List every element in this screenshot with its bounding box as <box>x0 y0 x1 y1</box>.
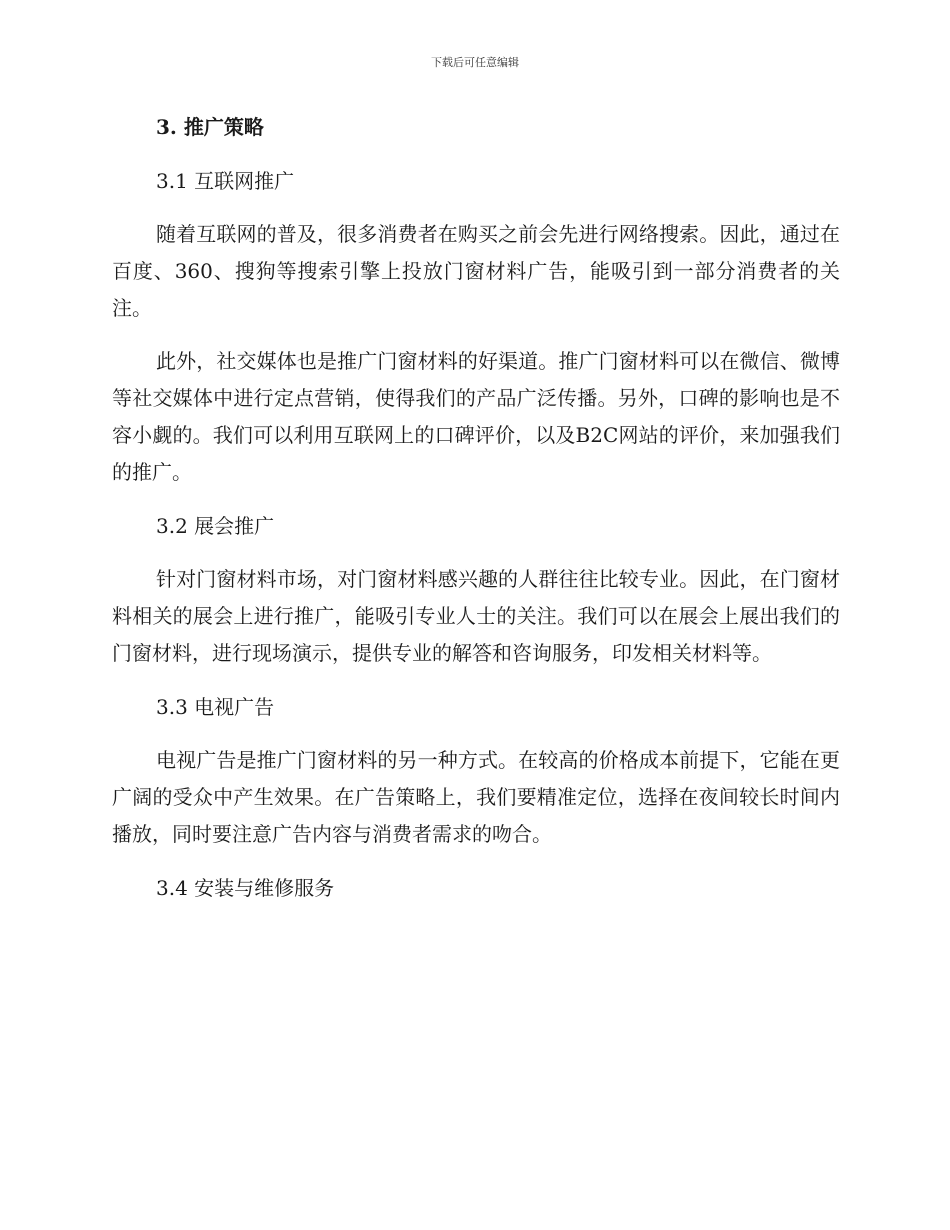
header-note: 下载后可任意编辑 <box>431 56 519 69</box>
paragraph-3-2-a: 针对门窗材料市场，对门窗材料感兴趣的人群往往比较专业。因此，在门窗材料相关的展会上进行推广，能吸引专业人士的关注。我们可以在展会上展出我们的门窗材料，进行现场演示，提供专业的解答和咨询服务，印发相关材料等。 <box>112 567 840 665</box>
subsection-heading-3-3: 3.3 电视广告 <box>156 695 275 719</box>
subsection-heading-3-4: 3.4 安装与维修服务 <box>156 876 335 900</box>
section-title: 3. 推广策略 <box>156 115 264 139</box>
document-body <box>112 108 840 923</box>
paragraph-3-3-a: 电视广告是推广门窗材料的另一种方式。在较高的价格成本前提下，它能在更广阔的受众中产生效果。在广告策略上，我们要精准定位，选择在夜间较长时间内播放，同时要注意广告内容与消费者需求的吻合。 <box>112 748 840 846</box>
subsection-heading-3-2: 3.2 展会推广 <box>156 514 275 538</box>
paragraph-3-1-b: 此外，社交媒体也是推广门窗材料的好渠道。推广门窗材料可以在微信、微博等社交媒体中进行定点营销，使得我们的产品广泛传播。另外，口碑的影响也是不容小觑的。我们可以利用互联网上的口碑评价，以及B2C网站的评价，来加强我们的推广。 <box>112 349 840 484</box>
paragraph-3-1-a: 随着互联网的普及，很多消费者在购买之前会先进行网络搜索。因此，通过在百度、360、搜狗等搜索引擎上投放门窗材料广告，能吸引到一部分消费者的关注。 <box>112 222 840 320</box>
subsection-heading-3-1: 3.1 互联网推广 <box>156 169 295 193</box>
